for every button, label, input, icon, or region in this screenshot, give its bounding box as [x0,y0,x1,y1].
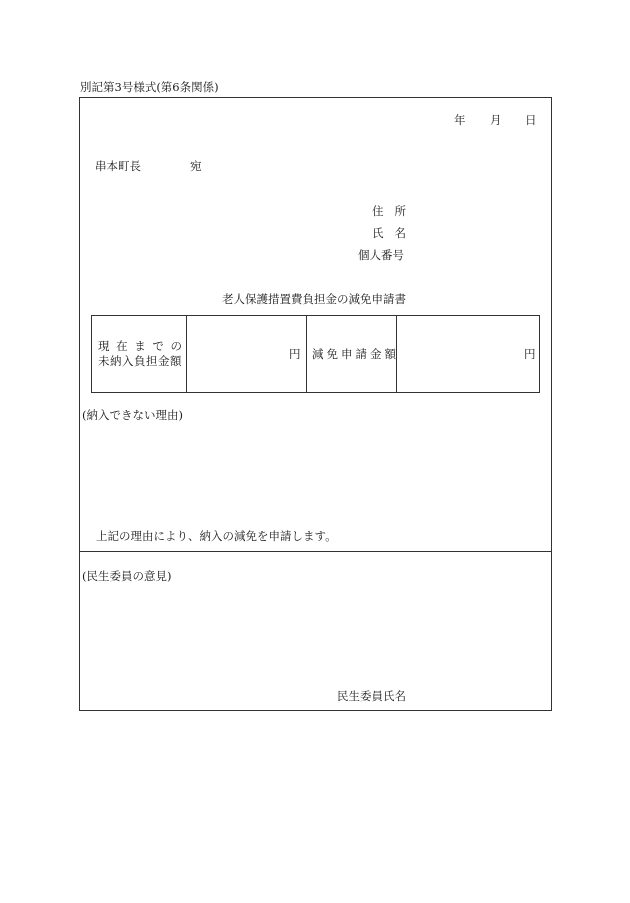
document-title: 老人保護措置費負担金の減免申請書 [222,292,406,306]
form-frame [79,97,552,711]
table-divider [186,316,187,392]
date-month-label: 月 [490,113,502,127]
date-day-label: 日 [525,113,537,127]
commissioner-name-label: 民生委員氏名 [337,689,406,703]
section-divider [79,551,552,552]
outstanding-amount-label-line1: 現在までの [98,339,182,353]
applicant-individual-number-label: 個人番号 [358,248,404,262]
addressee-name: 串本町長 [95,159,141,173]
table-divider [306,316,307,392]
reason-label: (納入できない理由) [82,408,183,422]
reduction-amount-unit: 円 [524,347,536,361]
commissioner-opinion-label: (民生委員の意見) [82,569,172,583]
application-statement: 上記の理由により、納入の減免を申請します。 [96,529,337,543]
applicant-address-label: 住所 [372,204,406,218]
outstanding-amount-label-line2: 未納入負担金額 [98,354,182,368]
outstanding-amount-unit: 円 [289,347,301,361]
form-reference: 別記第3号様式(第6条関係) [80,80,219,94]
date-year-label: 年 [454,113,466,127]
reduction-amount-label: 減免申請金額 [312,347,399,361]
addressee-suffix: 宛 [190,159,202,173]
applicant-name-label: 氏名 [372,226,406,240]
